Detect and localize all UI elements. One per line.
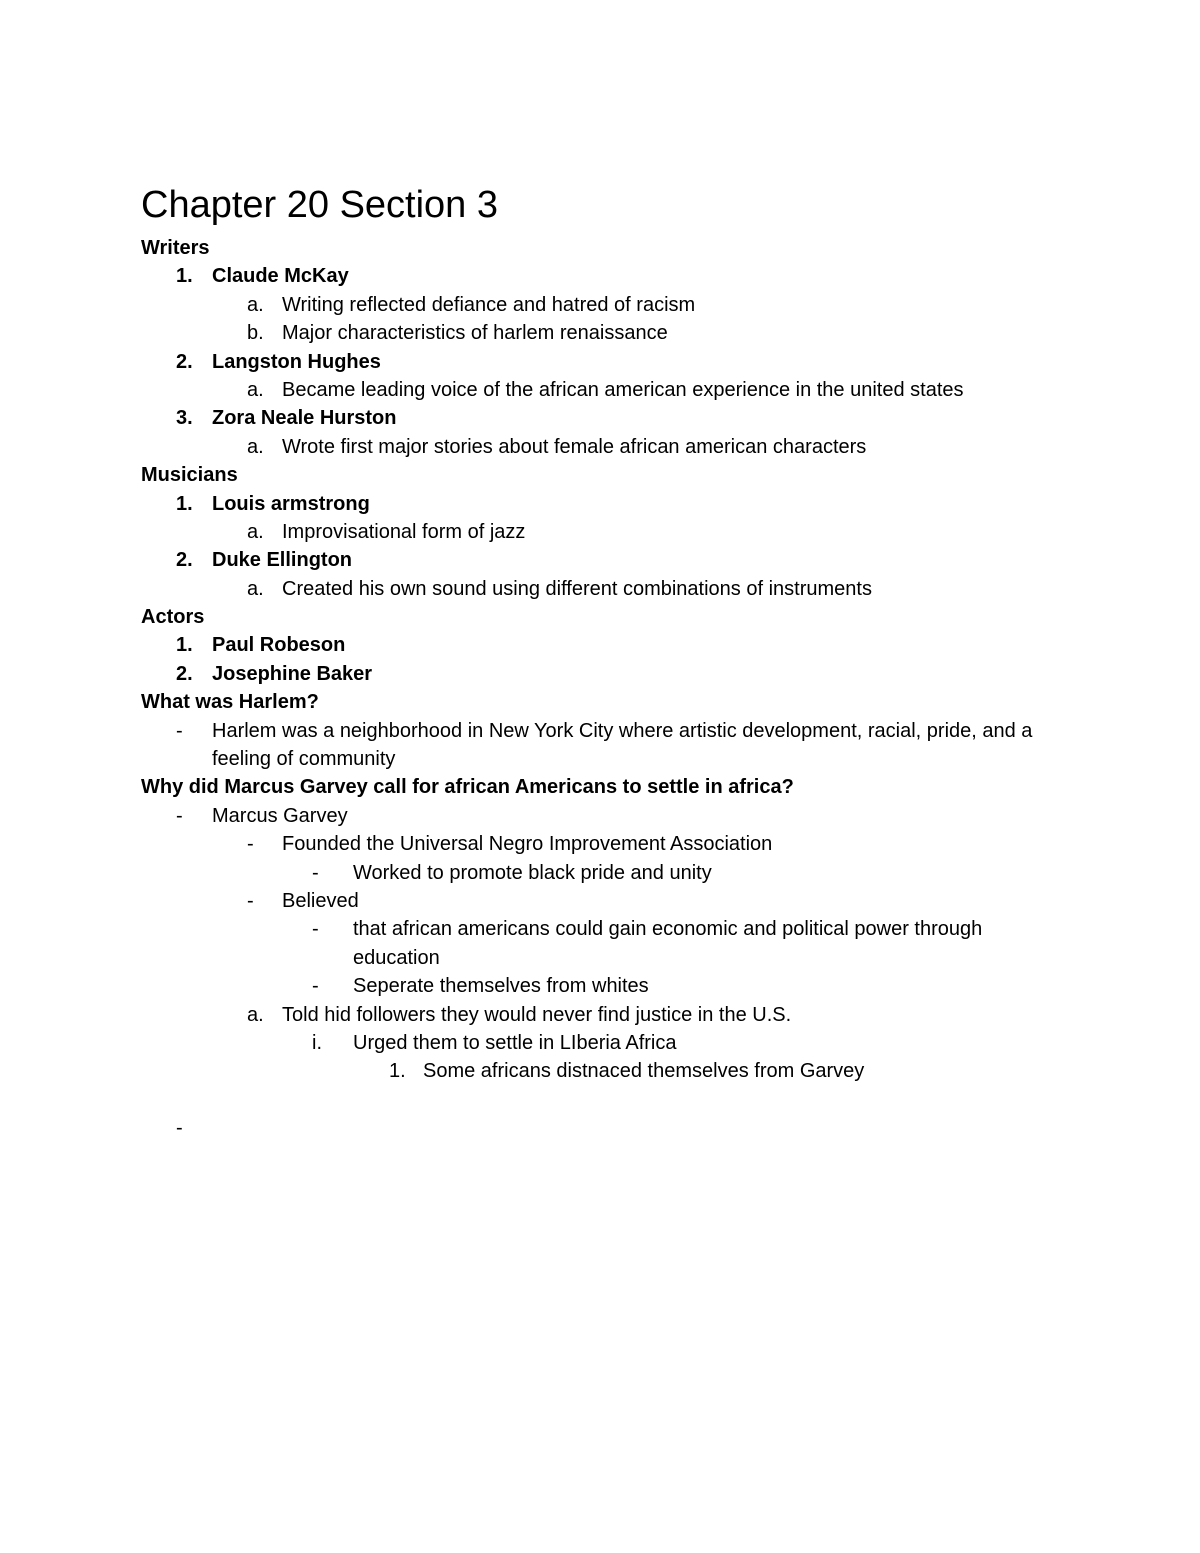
list-item: - Believed [247,890,359,912]
list-item: 1. Claude McKay [176,265,349,288]
list-item: i. Urged them to settle in LIberia Africa [312,1031,677,1054]
section-heading-writers: Writers [141,237,210,259]
list-item: a. Wrote first major stories about female african american characters [247,435,867,458]
list-item: a. Became leading voice of the african american experience in the united states [247,378,964,401]
empty-list-item: - [176,1117,183,1140]
list-item: a. Told hid followers they would never find justice in the U.S. [247,1003,792,1026]
page-title: Chapter 20 Section 3 [141,184,499,226]
list-item: - Worked to promote black pride and unity [312,861,712,884]
list-item: - that african americans could gain economic and political power through education [312,918,983,969]
list-item: 3. Zora Neale Hurston [176,407,397,430]
list-item: 2. Duke Ellington [176,549,352,572]
notes-body [141,234,1061,1143]
list-item: a. Improvisational form of jazz [247,520,526,543]
list-item: a. Writing reflected defiance and hatred of racism [247,293,696,316]
section-heading-actors: Actors [141,606,205,629]
list-item: - Seperate themselves from whites [312,975,649,998]
section-heading-garvey: Why did Marcus Garvey call for african Americans to settle in africa? [141,776,794,799]
section-heading-harlem: What was Harlem? [141,691,319,714]
list-item: 1. Louis armstrong [176,492,370,515]
blank-line [141,1086,1061,1114]
section-heading-musicians: Musicians [141,464,238,487]
list-item: 2. Langston Hughes [176,350,381,373]
list-item: 1. Paul Robeson [176,634,346,657]
list-item: a. Created his own sound using different combinations of instruments [247,577,872,600]
list-item: b. Major characteristics of harlem renaissance [247,322,668,345]
list-item: - Marcus Garvey [176,804,348,827]
list-item: 2. Josephine Baker [176,662,373,685]
list-item: - Founded the Universal Negro Improvement Association [247,833,773,856]
list-item: - Harlem was a neighborhood in New York City where artistic development, racial, pride, and a feeling of community [176,719,1033,771]
list-item: 1. Some africans distnaced themselves from Garvey [389,1060,865,1083]
